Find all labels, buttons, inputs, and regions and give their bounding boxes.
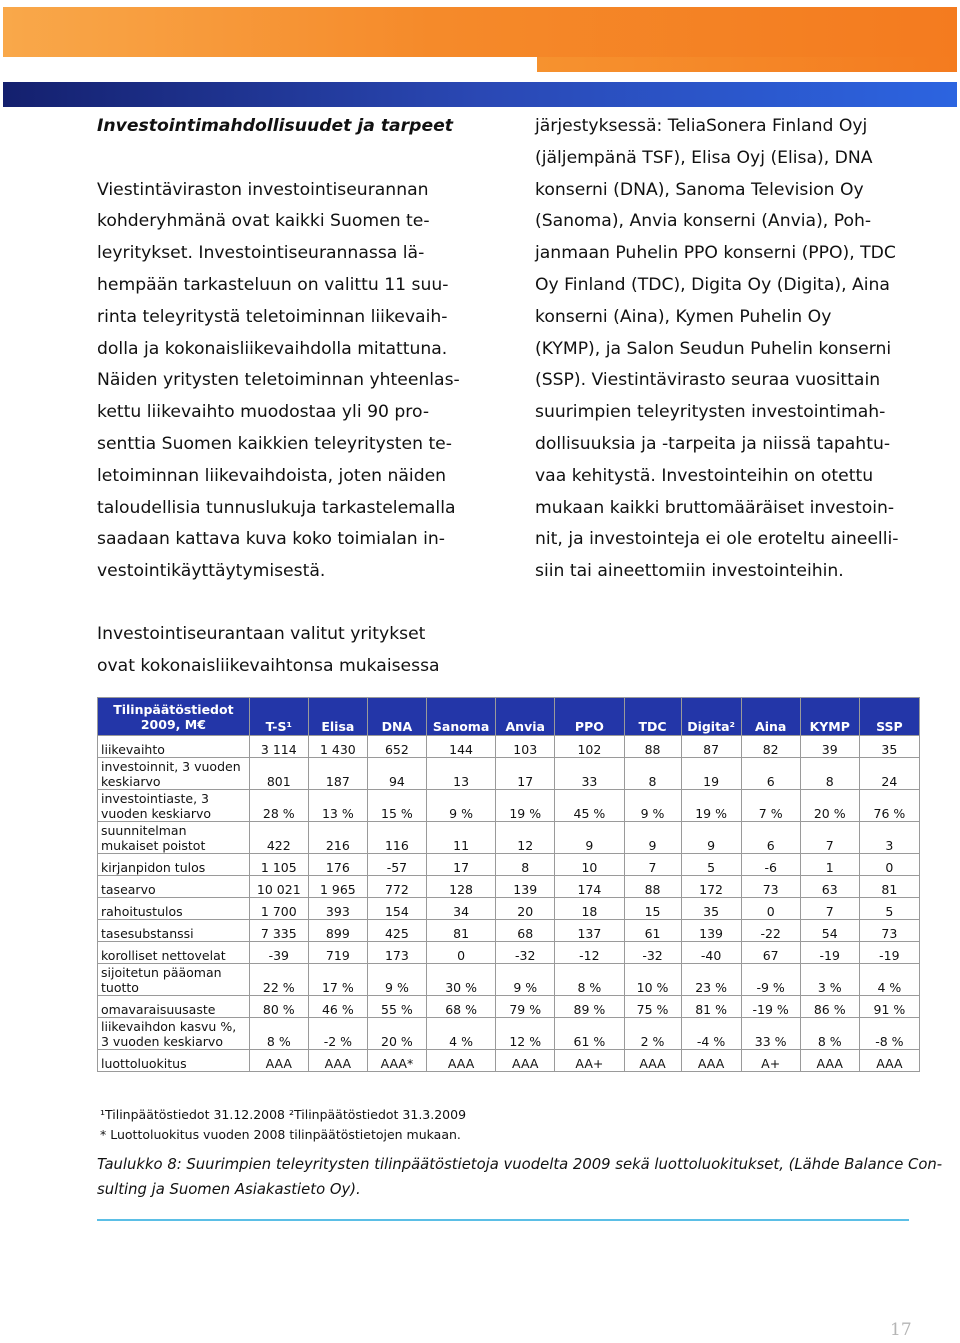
table-cell: 7 [800, 898, 859, 920]
row-label: korolliset nettovelat [98, 942, 250, 964]
table-row [98, 898, 920, 920]
table-cell: -32 [496, 942, 555, 964]
row-label: investointiaste, 3 vuoden keskiarvo [98, 790, 250, 822]
table-row [98, 736, 920, 758]
table-cell: -22 [741, 920, 800, 942]
table-cell: 63 [800, 876, 859, 898]
table-cell: 1 965 [308, 876, 367, 898]
text-line: letoiminnan liikevaihdoista, joten näiden [97, 465, 447, 486]
table-cell: 68 [496, 920, 555, 942]
column-header: Digita² [681, 698, 741, 736]
row-label: suunnitelman mukaiset poistot [98, 822, 250, 854]
table-cell: 22 % [249, 964, 308, 996]
table-cell: -19 [800, 942, 859, 964]
table-cell: AAA [496, 1050, 555, 1072]
column-header: SSP [859, 698, 919, 736]
table-cell: 17 [426, 854, 495, 876]
table-cell: 801 [249, 758, 308, 790]
table-cell: 139 [681, 920, 741, 942]
table-row [98, 822, 920, 854]
text-line: senttia Suomen kaikkien teleyritysten te- [97, 433, 452, 454]
table-cell: 187 [308, 758, 367, 790]
table-row [98, 854, 920, 876]
caption-line: Taulukko 8: Suurimpien teleyritysten tilinpäätöstietoja vuodelta 2009 sekä luottoluokitukset, (Lähde Balance Con- [97, 1156, 943, 1173]
column-header: T-S¹ [249, 698, 308, 736]
column-header: Elisa [308, 698, 367, 736]
text-line: konserni (Aina), Kymen Puhelin Oy [535, 306, 832, 327]
text-line: vaa kehitystä. Investointeihin on otettu [535, 465, 874, 486]
table-cell: 7 % [741, 790, 800, 822]
text-line: konserni (DNA), Sanoma Television Oy [535, 179, 864, 200]
table-cell: 8 [800, 758, 859, 790]
table-cell: 176 [308, 854, 367, 876]
table-header-row [98, 698, 920, 736]
table-cell: 5 [681, 854, 741, 876]
table-cell: 79 % [496, 996, 555, 1018]
table-cell: 94 [367, 758, 426, 790]
table-cell: 13 [426, 758, 495, 790]
table-cell: 102 [555, 736, 624, 758]
left-paragraph [97, 175, 517, 588]
table-cell: -4 % [681, 1018, 741, 1050]
table-cell: 772 [367, 876, 426, 898]
row-label: tasesubstanssi [98, 920, 250, 942]
column-header: TDC [624, 698, 681, 736]
table-cell: 17 [496, 758, 555, 790]
column-header: PPO [555, 698, 624, 736]
text-line: mukaan kaikki bruttomääräiset investoin- [535, 497, 895, 518]
table-cell: -8 % [859, 1018, 919, 1050]
table-cell: 216 [308, 822, 367, 854]
table-cell: 7 [624, 854, 681, 876]
table-title-line: ovat kokonaisliikevaihtonsa mukaisessa [97, 655, 440, 676]
table-cell: 55 % [367, 996, 426, 1018]
footnote-dates: ¹Tilinpäätöstiedot 31.12.2008 ²Tilinpäätöstiedot 31.3.2009 [100, 1107, 467, 1122]
column-header: KYMP [800, 698, 859, 736]
table-cell: 33 % [741, 1018, 800, 1050]
table-cell: 116 [367, 822, 426, 854]
table-cell: 174 [555, 876, 624, 898]
left-text-column [97, 111, 517, 588]
table-cell: AA+ [555, 1050, 624, 1072]
table-cell: 75 % [624, 996, 681, 1018]
header-corner-line: Tilinpäätöstiedot [113, 702, 234, 717]
table-cell: 19 % [681, 790, 741, 822]
table-cell: -19 % [741, 996, 800, 1018]
table-cell: 67 [741, 942, 800, 964]
table-title-line: Investointiseurantaan valitut yritykset [97, 624, 426, 644]
table-cell: 15 [624, 898, 681, 920]
table-cell: -2 % [308, 1018, 367, 1050]
table-cell: 1 430 [308, 736, 367, 758]
text-line: janmaan Puhelin PPO konserni (PPO), TDC [535, 243, 896, 264]
table-cell: 154 [367, 898, 426, 920]
text-line: nit, ja investointeja ei ole eroteltu aineelli- [535, 529, 899, 550]
text-line: Viestintäviraston investointiseurannan [97, 179, 429, 200]
table-cell: 7 335 [249, 920, 308, 942]
table-row [98, 1050, 920, 1072]
table-cell: 9 % [624, 790, 681, 822]
table-cell: 425 [367, 920, 426, 942]
table-title [97, 619, 440, 682]
text-line: hempään tarkasteluun on valittu 11 suu- [97, 274, 449, 295]
table-cell: 422 [249, 822, 308, 854]
table-cell: 13 % [308, 790, 367, 822]
text-line: (Sanoma), Anvia konserni (Anvia), Poh- [535, 211, 872, 232]
table-cell: AAA [800, 1050, 859, 1072]
table-cell: 8 % [555, 964, 624, 996]
table-cell: 12 [496, 822, 555, 854]
text-line: suurimpien teleyritysten investointimah- [535, 402, 886, 423]
table-cell: 28 % [249, 790, 308, 822]
table-cell: 7 [800, 822, 859, 854]
table-cell: 0 [741, 898, 800, 920]
table-cell: 15 % [367, 790, 426, 822]
row-label: investoinnit, 3 vuoden keskiarvo [98, 758, 250, 790]
table-cell: 9 [624, 822, 681, 854]
table-cell: 173 [367, 942, 426, 964]
table-cell: 3 114 [249, 736, 308, 758]
header-blue-band [3, 82, 957, 107]
table-cell: 17 % [308, 964, 367, 996]
table-cell: 11 [426, 822, 495, 854]
row-label: omavaraisuusaste [98, 996, 250, 1018]
table-cell: 89 % [555, 996, 624, 1018]
table-cell: 8 [496, 854, 555, 876]
row-label: sijoitetun pääoman tuotto [98, 964, 250, 996]
text-line: vestointikäyttäytymisestä. [97, 561, 326, 582]
table-cell: 39 [800, 736, 859, 758]
table-cell: 8 % [249, 1018, 308, 1050]
table-cell: 2 % [624, 1018, 681, 1050]
table-cell: 899 [308, 920, 367, 942]
header-orange-step [537, 57, 957, 72]
table-cell: 3 % [800, 964, 859, 996]
text-line: leyritykset. Investointiseurannassa lä- [97, 243, 425, 264]
table-cell: 73 [859, 920, 919, 942]
table-row [98, 942, 920, 964]
table-cell: 54 [800, 920, 859, 942]
table-cell: 6 [741, 758, 800, 790]
row-label: tasearvo [98, 876, 250, 898]
header-corner-line: 2009, M€ [140, 717, 206, 732]
table-cell: AAA [624, 1050, 681, 1072]
table-cell: 144 [426, 736, 495, 758]
table-cell: 45 % [555, 790, 624, 822]
table-cell: -39 [249, 942, 308, 964]
table-cell: 1 700 [249, 898, 308, 920]
page-number: 17 [890, 1320, 912, 1340]
table-cell: 8 [624, 758, 681, 790]
table-cell: 4 % [426, 1018, 495, 1050]
table-cell: 0 [426, 942, 495, 964]
table-cell: 88 [624, 736, 681, 758]
table-cell: 46 % [308, 996, 367, 1018]
table-cell: AAA [426, 1050, 495, 1072]
text-line: järjestyksessä: TeliaSonera Finland Oyj [535, 116, 868, 136]
table-cell: 81 % [681, 996, 741, 1018]
table-cell: AAA [308, 1050, 367, 1072]
table-row [98, 920, 920, 942]
table-cell: AAA [681, 1050, 741, 1072]
table-cell: 24 [859, 758, 919, 790]
text-line: taloudellisia tunnuslukuja tarkastelemalla [97, 497, 456, 518]
right-text-column [535, 111, 935, 588]
table-row [98, 790, 920, 822]
table-cell: 10 % [624, 964, 681, 996]
text-line: Näiden yritysten teletoiminnan yhteenlas- [97, 370, 460, 391]
table-cell: 20 [496, 898, 555, 920]
table-cell: AAA [859, 1050, 919, 1072]
table-cell: 88 [624, 876, 681, 898]
column-header: Aina [741, 698, 800, 736]
column-header: Anvia [496, 698, 555, 736]
table-cell: 10 [555, 854, 624, 876]
text-line: kohderyhmänä ovat kaikki Suomen te- [97, 211, 430, 232]
table-cell: 61 [624, 920, 681, 942]
table-cell: 3 [859, 822, 919, 854]
column-header: Sanoma [426, 698, 495, 736]
table-cell: 81 [859, 876, 919, 898]
table-cell: 35 [859, 736, 919, 758]
table-cell: -40 [681, 942, 741, 964]
table-cell: -19 [859, 942, 919, 964]
table-cell: 91 % [859, 996, 919, 1018]
table-cell: 137 [555, 920, 624, 942]
table-cell: 18 [555, 898, 624, 920]
table-cell: 128 [426, 876, 495, 898]
table-cell: -6 [741, 854, 800, 876]
table-cell: 652 [367, 736, 426, 758]
header-orange-band [3, 7, 957, 57]
table-cell: 82 [741, 736, 800, 758]
row-label: rahoitustulos [98, 898, 250, 920]
table-cell: 33 [555, 758, 624, 790]
table-cell: 20 % [367, 1018, 426, 1050]
table-cell: 393 [308, 898, 367, 920]
table-cell: 172 [681, 876, 741, 898]
table-cell: 12 % [496, 1018, 555, 1050]
table-cell: 86 % [800, 996, 859, 1018]
table-cell: 0 [859, 854, 919, 876]
table-cell: 1 105 [249, 854, 308, 876]
table-cell: -32 [624, 942, 681, 964]
table-cell: 80 % [249, 996, 308, 1018]
text-line: dolla ja kokonaisliikevaihdolla mitattuna. [97, 338, 448, 359]
table-cell: 10 021 [249, 876, 308, 898]
table-cell: 4 % [859, 964, 919, 996]
text-line: rinta teleyritystä teletoiminnan liikevaih- [97, 306, 448, 327]
table-cell: AAA* [367, 1050, 426, 1072]
table-cell: 19 % [496, 790, 555, 822]
table-cell: -57 [367, 854, 426, 876]
table-cell: 87 [681, 736, 741, 758]
table-cell: 103 [496, 736, 555, 758]
caption-line: sulting ja Suomen Asiakastieto Oy). [97, 1181, 361, 1198]
table-header-corner [98, 698, 250, 736]
table-cell: 35 [681, 898, 741, 920]
section-heading: Investointimahdollisuudet ja tarpeet [97, 116, 453, 136]
table-row [98, 758, 920, 790]
row-label: luottoluokitus [98, 1050, 250, 1072]
table-cell: 1 [800, 854, 859, 876]
right-paragraph [535, 111, 935, 588]
table-cell: 5 [859, 898, 919, 920]
caption-rule [97, 1219, 909, 1221]
table-row [98, 876, 920, 898]
table-cell: 6 [741, 822, 800, 854]
table-body [98, 736, 920, 1072]
column-header: DNA [367, 698, 426, 736]
text-line: dollisuuksia ja -tarpeita ja niissä tapahtu- [535, 433, 891, 454]
text-line: Oy Finland (TDC), Digita Oy (Digita), Aina [535, 274, 890, 295]
table-cell: -9 % [741, 964, 800, 996]
text-line: saadaan kattava kuva koko toimialan in- [97, 529, 445, 550]
table-row [98, 996, 920, 1018]
row-label: liikevaihdon kasvu %, 3 vuoden keskiarvo [98, 1018, 250, 1050]
financial-table [97, 697, 920, 1072]
table-cell: 68 % [426, 996, 495, 1018]
table-cell: 30 % [426, 964, 495, 996]
table-cell: 20 % [800, 790, 859, 822]
table-cell: 81 [426, 920, 495, 942]
table-cell: 9 [555, 822, 624, 854]
table-cell: 9 % [496, 964, 555, 996]
table-cell: 9 % [426, 790, 495, 822]
text-line: (KYMP), ja Salon Seudun Puhelin konserni [535, 338, 892, 359]
table-cell: 9 [681, 822, 741, 854]
footnote-rating: * Luottoluokitus vuoden 2008 tilinpäätöstietojen mukaan. [100, 1127, 461, 1142]
table-cell: 73 [741, 876, 800, 898]
row-label: liikevaihto [98, 736, 250, 758]
table-cell: -12 [555, 942, 624, 964]
table-cell: 34 [426, 898, 495, 920]
text-line: (jäljempänä TSF), Elisa Oyj (Elisa), DNA [535, 147, 873, 168]
text-line: kettu liikevaihto muodostaa yli 90 pro- [97, 402, 430, 423]
table-cell: 61 % [555, 1018, 624, 1050]
table-row [98, 964, 920, 996]
table-cell: 23 % [681, 964, 741, 996]
table-cell: 76 % [859, 790, 919, 822]
table-cell: 8 % [800, 1018, 859, 1050]
text-line: siin tai aineettomiin investointeihin. [535, 561, 844, 582]
table-cell: AAA [249, 1050, 308, 1072]
table-cell: 719 [308, 942, 367, 964]
text-line: (SSP). Viestintävirasto seuraa vuosittain [535, 370, 881, 391]
row-label: kirjanpidon tulos [98, 854, 250, 876]
table-cell: A+ [741, 1050, 800, 1072]
table-caption [97, 1152, 943, 1202]
table-cell: 9 % [367, 964, 426, 996]
table-cell: 139 [496, 876, 555, 898]
table-row [98, 1018, 920, 1050]
table-cell: 19 [681, 758, 741, 790]
